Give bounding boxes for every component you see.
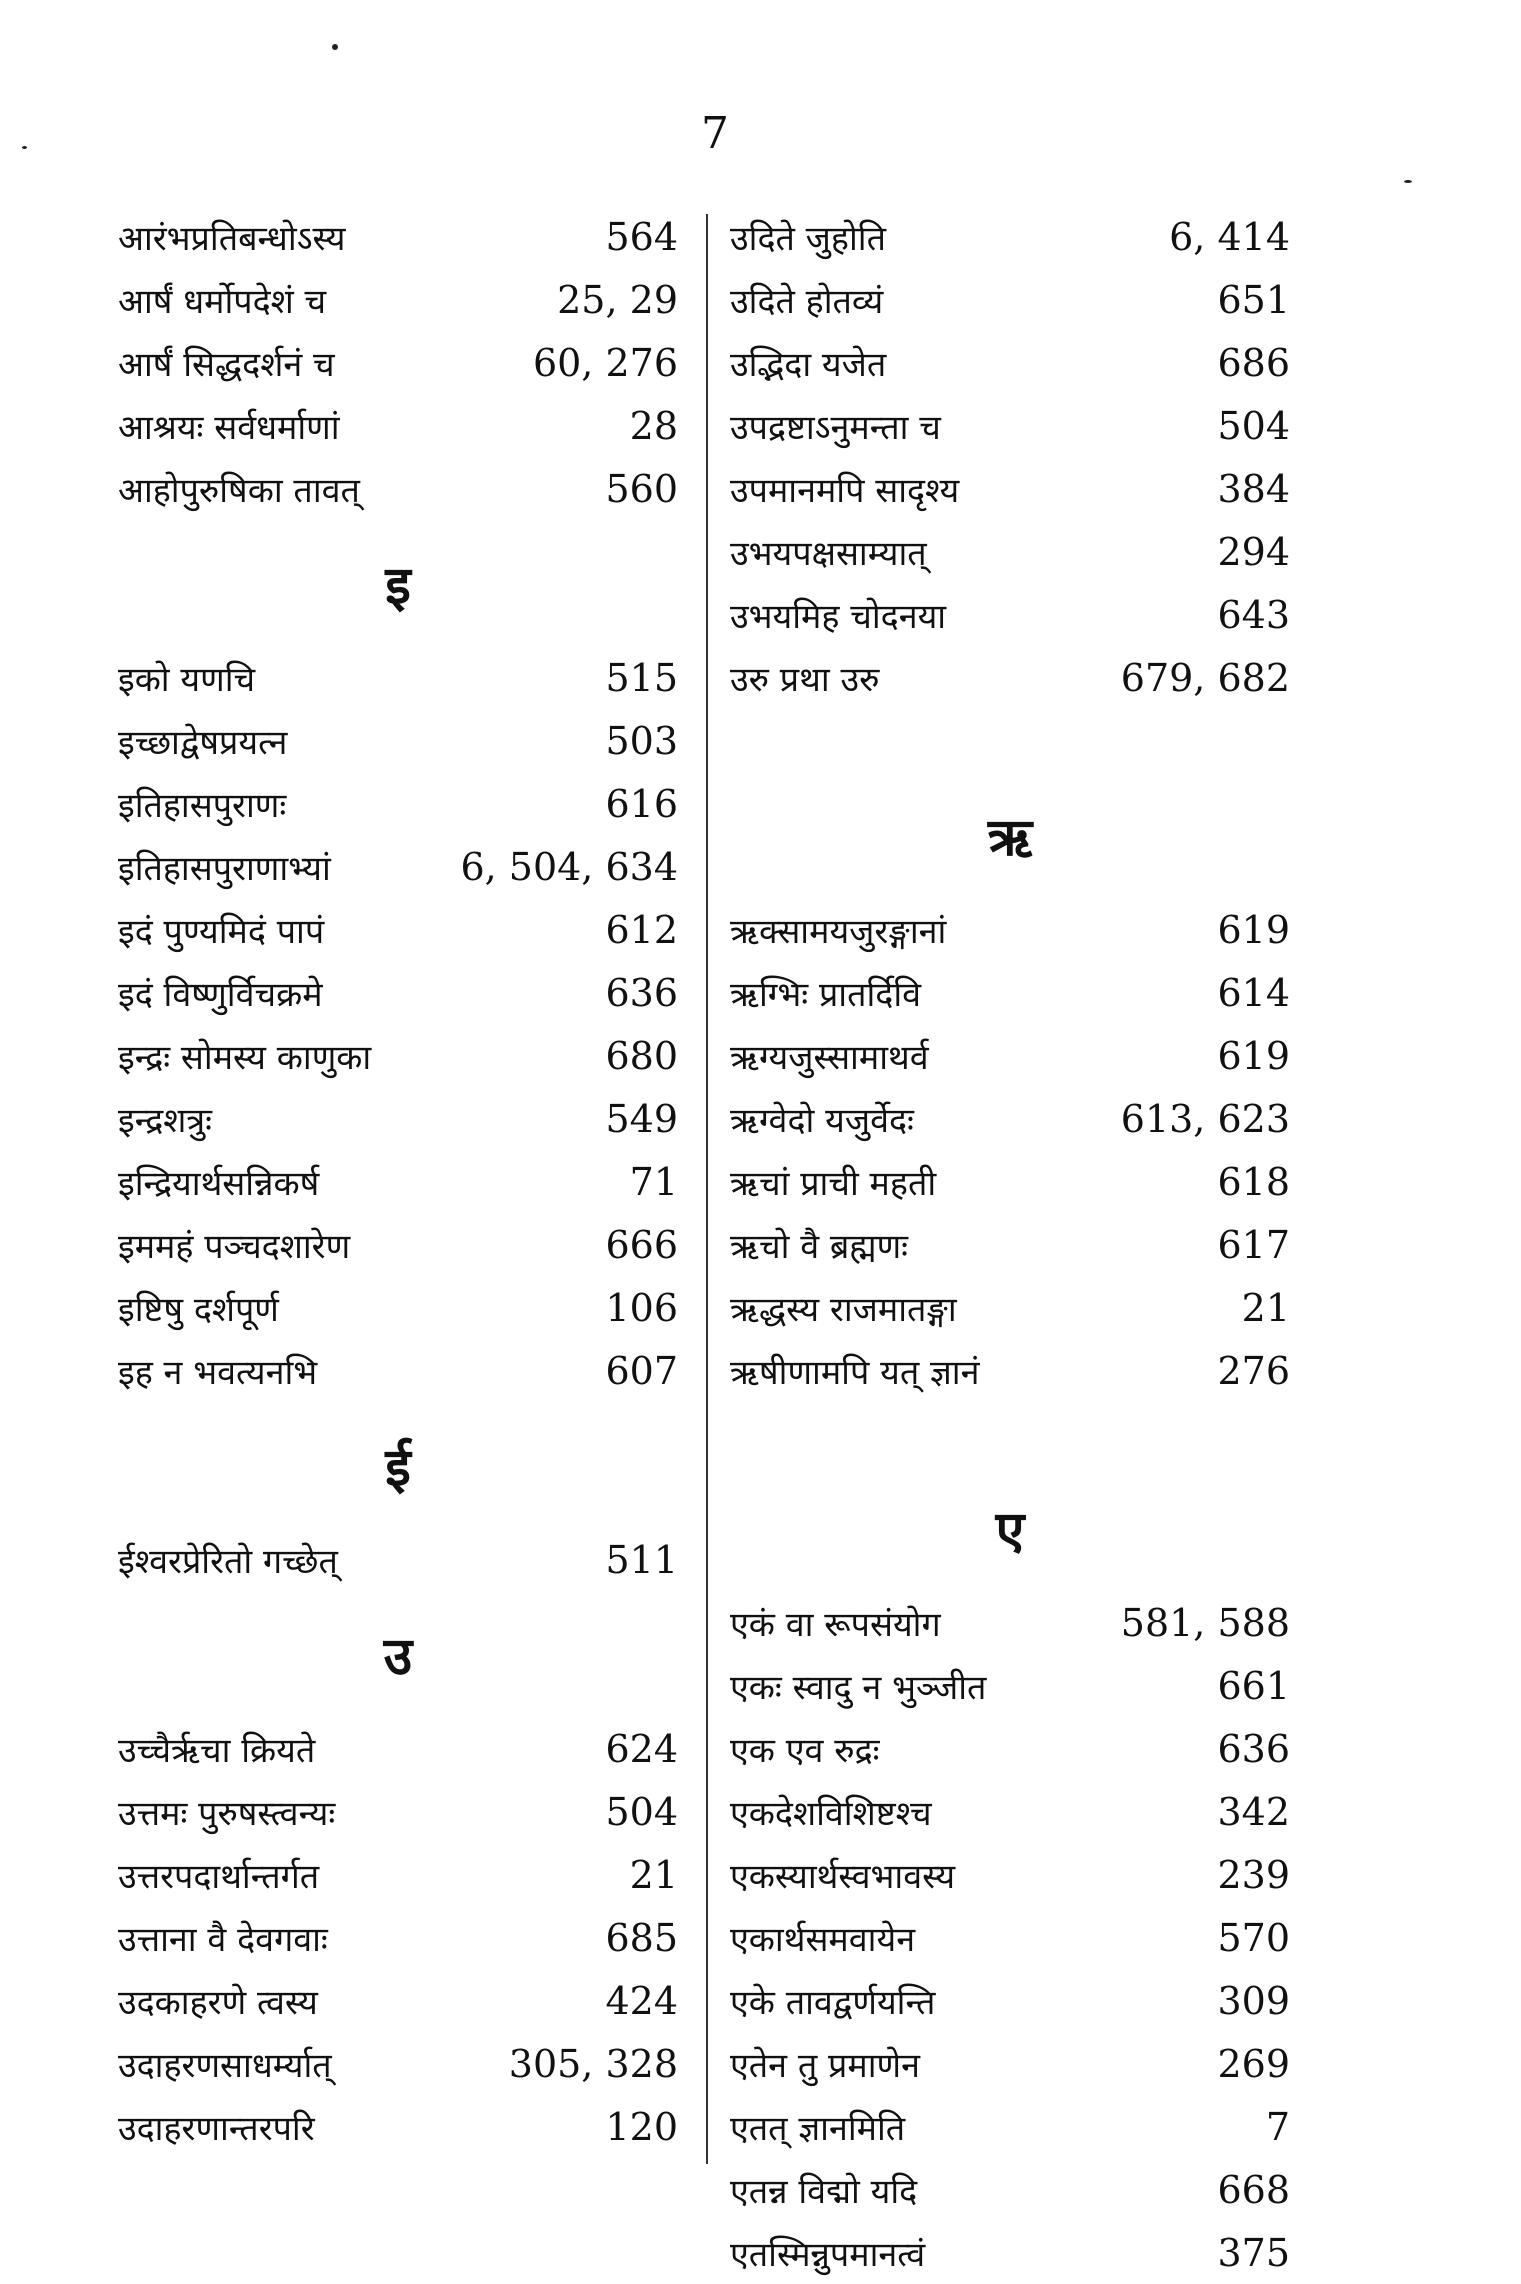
index-entry: [730, 331, 1290, 394]
section-letter-heading: उ: [383, 1626, 413, 1687]
index-term: इष्टिषु दर्शपूर्ण: [118, 1289, 279, 1330]
index-entry: [730, 1087, 1290, 1150]
section-letter-heading: ए: [995, 1500, 1025, 1561]
index-entry: [730, 1780, 1290, 1843]
index-entry: [730, 1276, 1290, 1339]
index-entry: [118, 1906, 678, 1969]
index-term: आहोपुरुषिका तावत्: [118, 470, 360, 511]
section-spacer: [730, 1402, 1290, 1465]
column-divider: [706, 214, 708, 2164]
page-reference: 375: [1217, 2230, 1290, 2275]
index-entry: [730, 1906, 1290, 1969]
index-entry: [730, 1654, 1290, 1717]
index-term: उपद्रष्टाऽनुमन्ता च: [730, 407, 941, 448]
index-entry: [118, 331, 678, 394]
index-entry: [118, 1276, 678, 1339]
index-term: एकदेशविशिष्टश्च: [730, 1793, 932, 1834]
page-reference: 294: [1217, 529, 1290, 574]
index-entry: [730, 1591, 1290, 1654]
index-term: ऋचो वै ब्रह्मणः: [730, 1226, 909, 1267]
index-entry: [118, 394, 678, 457]
index-entry: [118, 1843, 678, 1906]
index-term: उदाहरणसाधर्म्यात्: [118, 2045, 332, 2086]
index-entry: [730, 1339, 1290, 1402]
index-term: इह न भवत्यनभि: [118, 1352, 318, 1393]
index-entry: [118, 457, 678, 520]
index-term: आर्षं धर्मोपदेशं च: [118, 281, 327, 322]
index-term: उरु प्रथा उरु: [730, 659, 880, 700]
page-reference: 570: [1217, 1915, 1290, 1960]
index-entry: [118, 961, 678, 1024]
section-letter-heading: ऋ: [987, 807, 1033, 868]
index-entry: [730, 1843, 1290, 1906]
index-entry: [118, 205, 678, 268]
page-reference: 613, 623: [1120, 1096, 1290, 1141]
index-entry: [118, 1717, 678, 1780]
index-term: ऋग्यजुस्सामाथर्व: [730, 1037, 929, 1078]
index-term: उदिते होतव्यं: [730, 281, 884, 322]
page-number: 7: [701, 108, 729, 159]
index-entry: [730, 898, 1290, 961]
page-reference: 686: [1217, 340, 1290, 385]
page-reference: 384: [1217, 466, 1290, 511]
index-term: उपमानमपि सादृश्य: [730, 470, 960, 511]
index-term: इन्द्रियार्थसन्निकर्ष: [118, 1163, 320, 1204]
page-reference: 106: [605, 1285, 678, 1330]
index-term: ऋचां प्राची महती: [730, 1163, 937, 1204]
page-reference: 309: [1217, 1978, 1290, 2023]
page-reference: 643: [1217, 592, 1290, 637]
index-term: उदकाहरणे त्वस्य: [118, 1982, 318, 2023]
page-reference: 342: [1217, 1789, 1290, 1834]
page-reference: 424: [605, 1978, 678, 2023]
index-entry: [118, 1969, 678, 2032]
page-reference: 618: [1217, 1159, 1290, 1204]
index-entry: [730, 520, 1290, 583]
index-entry: [118, 646, 678, 709]
page-reference: 666: [605, 1222, 678, 1267]
index-entry: [730, 457, 1290, 520]
index-entry: [730, 2158, 1290, 2221]
page-reference: 612: [605, 907, 678, 952]
index-entry: [730, 2095, 1290, 2158]
index-term: एतन्न विद्मो यदि: [730, 2171, 918, 2212]
index-term: आश्रयः सर्वधर्माणां: [118, 407, 340, 448]
page-reference: 25, 29: [557, 277, 678, 322]
page-reference: 504: [605, 1789, 678, 1834]
index-term: आर्षं सिद्धदर्शनं च: [118, 344, 335, 385]
index-term: इको यणचि: [118, 659, 256, 700]
page-reference: 504: [1217, 403, 1290, 448]
index-term: उभयपक्षसाम्यात्: [730, 533, 927, 574]
index-entry: [730, 1717, 1290, 1780]
index-entry: [730, 1969, 1290, 2032]
page-reference: 7: [1265, 2104, 1290, 2149]
page-reference: 515: [605, 655, 678, 700]
page-reference: 636: [1217, 1726, 1290, 1771]
index-entry: [118, 1213, 678, 1276]
index-entry: [730, 1150, 1290, 1213]
index-entry: [730, 961, 1290, 1024]
page-reference: 120: [605, 2104, 678, 2149]
index-entry: [118, 2095, 678, 2158]
page-reference: 668: [1217, 2167, 1290, 2212]
index-term: एकं वा रूपसंयोग: [730, 1604, 941, 1645]
page-reference: 269: [1217, 2041, 1290, 2086]
index-term: ऋद्धस्य राजमातङ्गा: [730, 1289, 957, 1330]
page-reference: 21: [629, 1852, 678, 1897]
page-reference: 619: [1217, 1033, 1290, 1078]
page-reference: 685: [605, 1915, 678, 1960]
index-entry: [730, 2032, 1290, 2095]
page-reference: 276: [1217, 1348, 1290, 1393]
index-term: उत्ताना वै देवगवाः: [118, 1919, 328, 1960]
index-term: उत्तमः पुरुषस्त्वन्यः: [118, 1793, 336, 1834]
index-term: इदं विष्णुर्विचक्रमे: [118, 974, 323, 1015]
index-term: इतिहासपुराणाभ्यां: [118, 848, 331, 889]
index-entry: [118, 1339, 678, 1402]
page-reference: 607: [605, 1348, 678, 1393]
index-term: एक एव रुद्रः: [730, 1730, 880, 1771]
index-term: एकस्यार्थस्वभावस्य: [730, 1856, 956, 1897]
index-term: उदाहरणान्तरपरि: [118, 2108, 315, 2149]
index-term: ऋषीणामपि यत् ज्ञानं: [730, 1352, 980, 1393]
index-entry: [118, 2032, 678, 2095]
page-reference: 619: [1217, 907, 1290, 952]
index-entry: [118, 1528, 678, 1591]
index-term: उद्भिदा यजेत: [730, 344, 887, 385]
index-term: एकार्थसमवायेन: [730, 1919, 916, 1960]
index-term: उच्चैर्ऋचा क्रियते: [118, 1730, 316, 1771]
scan-speck: [22, 146, 27, 149]
index-entry: [118, 268, 678, 331]
index-entry: [118, 1150, 678, 1213]
index-entry: [730, 394, 1290, 457]
page-reference: 549: [605, 1096, 678, 1141]
scan-speck: [1404, 180, 1412, 183]
page-reference: 60, 276: [532, 340, 678, 385]
scan-speck: [332, 44, 338, 50]
index-column-right: [730, 205, 1290, 2284]
index-term: ऋक्सामयजुरङ्गानां: [730, 911, 947, 952]
page-reference: 6, 504, 634: [460, 844, 678, 889]
index-entry: [730, 205, 1290, 268]
page-reference: 511: [605, 1537, 678, 1582]
page-reference: 581, 588: [1120, 1600, 1290, 1645]
page-reference: 616: [605, 781, 678, 826]
index-entry: [118, 835, 678, 898]
page-reference: 71: [629, 1159, 678, 1204]
index-entry: [118, 1087, 678, 1150]
page-reference: 305, 328: [508, 2041, 678, 2086]
index-entry: [730, 2221, 1290, 2284]
index-entry: [118, 898, 678, 961]
section-letter-heading: इ: [385, 555, 411, 616]
page-reference: 636: [605, 970, 678, 1015]
index-entry: [730, 268, 1290, 331]
index-term: उदिते जुहोति: [730, 218, 886, 259]
page-reference: 617: [1217, 1222, 1290, 1267]
index-term: इममहं पञ्चदशारेण: [118, 1226, 351, 1267]
index-entry: [118, 709, 678, 772]
page-reference: 624: [605, 1726, 678, 1771]
index-term: एकः स्वादु न भुञ्जीत: [730, 1667, 987, 1708]
page-reference: 28: [629, 403, 678, 448]
page-reference: 564: [605, 214, 678, 259]
page-reference: 21: [1241, 1285, 1290, 1330]
index-entry: [730, 1213, 1290, 1276]
page-reference: 239: [1217, 1852, 1290, 1897]
page-reference: 6, 414: [1169, 214, 1290, 259]
index-term: एके तावद्वर्णयन्ति: [730, 1982, 936, 2023]
page-reference: 661: [1217, 1663, 1290, 1708]
section-spacer: [730, 709, 1290, 772]
index-term: इन्द्रः सोमस्य काणुका: [118, 1037, 372, 1078]
index-term: उभयमिह चोदनया: [730, 596, 947, 637]
index-entry: [118, 1024, 678, 1087]
index-entry: [730, 646, 1290, 709]
page-reference: 560: [605, 466, 678, 511]
index-term: ऋग्वेदो यजुर्वेदः: [730, 1100, 914, 1141]
index-term: इतिहासपुराणः: [118, 785, 287, 826]
index-term: एतेन तु प्रमाणेन: [730, 2045, 920, 2086]
index-term: एतस्मिन्नुपमानत्वं: [730, 2234, 926, 2275]
index-term: ऋग्भिः प्रातर्दिवि: [730, 974, 922, 1015]
index-term: इन्द्रशत्रुः: [118, 1100, 213, 1141]
index-entry: [118, 1780, 678, 1843]
index-entry: [730, 583, 1290, 646]
index-term: एतत् ज्ञानमिति: [730, 2108, 906, 2149]
page-reference: 503: [605, 718, 678, 763]
index-term: इच्छाद्वेषप्रयत्न: [118, 722, 288, 763]
index-entry: [118, 772, 678, 835]
index-column-left: [118, 205, 678, 2158]
index-term: आरंभप्रतिबन्धोऽस्य: [118, 218, 346, 259]
page-reference: 651: [1217, 277, 1290, 322]
index-entry: [730, 1024, 1290, 1087]
section-letter-heading: ई: [385, 1437, 411, 1498]
index-term: उत्तरपदार्थान्तर्गत: [118, 1856, 320, 1897]
index-term: इदं पुण्यमिदं पापं: [118, 911, 325, 952]
index-term: ईश्वरप्रेरितो गच्छेत्: [118, 1541, 338, 1582]
page-reference: 679, 682: [1120, 655, 1290, 700]
page-reference: 680: [605, 1033, 678, 1078]
page-reference: 614: [1217, 970, 1290, 1015]
